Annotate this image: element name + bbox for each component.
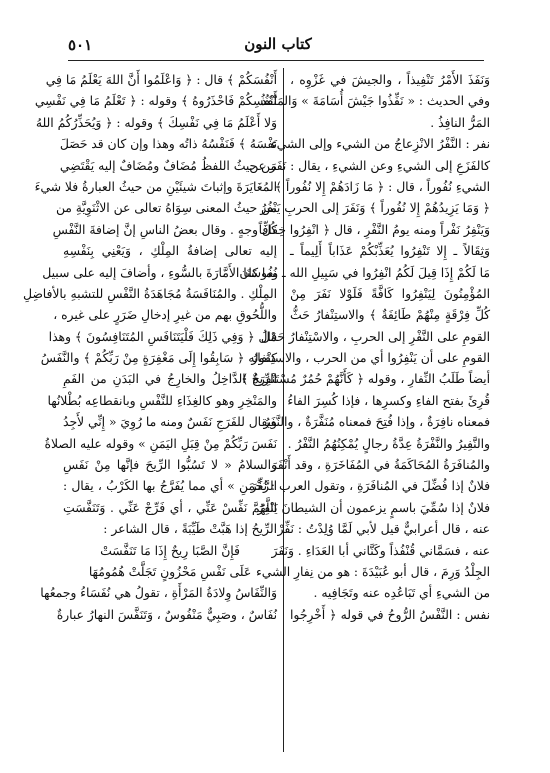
text-line: من الشيءِ أي تَبَاعُدِه عنه وتَجَافِيه .	[313, 586, 490, 601]
text-line: إليه تعالى إضافةُ المِلْكِ ، وَيَعْنِي بِنَفْسِهِ	[63, 244, 277, 259]
text-line: القومِ على أن يَنْفِرُوا أي من الحرب ، والاستِنْفارُ	[251, 351, 490, 366]
running-title: كتاب النون	[244, 35, 312, 53]
text-line: عنه ، قال أعرابيٌّ قيل لأبي لَمَّا وُلِدْتُ : نَفِّرْ	[277, 522, 490, 537]
text-line: قُرِئَ بفتح الفاءِ وكسرِها ، فإذا كُسِرَ الفاءُ	[287, 393, 490, 408]
verse-line: فَإِنَّ الصَّبَا رِيحٌ إِذَا مَا تَنَفَّسَتْ	[100, 543, 240, 558]
text-line: فلانٌ إذا فُضِّلَ في المُنافَرَةِ ، وتقول العرب : نُفِّرَ	[250, 479, 490, 494]
left-column	[23, 70, 277, 760]
text-line: المُغَايَرَةَ وإثباتَ شيئَيْنِ من حيثُ العبارةُ فلا شيءَ	[34, 179, 277, 194]
text-line: والنَّفِيرُ والنَّفْرَةُ عِدَّةُ رجالٍ يُمْكِنُهُمُ النَّفْرُ .	[287, 436, 490, 451]
text-line: الرِّيحُ الدَّاخِلُ والخارِجُ في البَدَنِ من الفَمِ	[63, 372, 277, 387]
text-line: وَيَنْفِرُ نَفْراً ومنه يومُ النَّفْرِ ، قال ﴿ انْفِرُوا خِفَافاً	[258, 222, 490, 237]
text-line: من حيثُ اللفظُ مُضَافٌ ومُضَافٌ إليه يَقْتَضِي	[59, 158, 277, 173]
text-line: كقوله ﴿ سَابِقُوا إِلَى مَغْفِرَةٍ مِنْ رَبِّكُمْ ﴾ والنَّفَسُ	[40, 351, 277, 366]
text-line: مَا لَكُمْ إِذَا قِيلَ لَكُمُ انْفِرُوا في سَبِيلِ الله ـ وما كان	[239, 265, 490, 280]
text-line: والسلامُ « لا تَسُبُّوا الرِّيحَ فإنَّها مِنْ نَفَسِ	[63, 458, 277, 473]
page-number: ٥٠١	[68, 36, 93, 54]
text-line: نُفَاسٌ ، وصَبِيٌّ مَنْفُوسٌ ، وَتَنَفَّسَ النهارُ عبارةٌ	[56, 607, 277, 622]
entry-heading-line: نفس : النَّفْسُ الرُّوحُ في قوله ﴿ أَخْرِجُوا	[290, 607, 490, 622]
text-line: والمَنْخِرِ وهو كالغِذَاءِ للنَّفْسِ وبانقطاعِه بُطْلانُها	[47, 393, 277, 408]
text-line: اللَّهُمَّ نَفِّسْ عَنِّي ، أي فَرِّجْ عَنِّي . وَتَنَفَّسَتِ	[63, 500, 277, 515]
text-line: وَثِقَالاً ـ إِلا تَنْفِرُوا يُعَذِّبْكُمْ عَذَاباً أَلِيماً ـ	[290, 244, 490, 259]
text-line: كُلِّ فِرْقَةٍ مِنْهُمْ طَائِفَةٌ ﴾ والاستِنْفارُ حَثُّ	[290, 308, 490, 323]
text-line: المُؤْمِنُونَ لِيَنْفِرُوا كَافَّةً فَلَوْلا نَفَرَ مِنْ	[290, 286, 490, 301]
verse-line: عَلَى نَفْسِ مَحْزُونٍ تَجَلَّتْ هُمُومُهَا	[88, 564, 252, 579]
page-header	[68, 34, 484, 61]
text-line: فمعناه نافِرَةٌ ، وإذا فُتِحَ فمعناه مُنَفَّرَةٌ ، والنَّفَرُ	[263, 415, 490, 430]
text-line: عنه ، فسَمَّاني قُنْفُذاً وكَنَّاني أبا العَدَاءِ . وَنَفَرَ	[271, 543, 490, 558]
text-line: أَنْفُسَكُمْ ﴾ قال : ﴿ وَاعْلَمُوا أَنَّ اللهَ يَعْلَمُ مَا فِي	[45, 73, 277, 87]
text-line: ويقال للفَرَجِ نَفَسٌ ومنه ما رُوِيَ « إِنِّي لأَجِدُ	[63, 415, 277, 430]
text-line: والمُنافَرَةُ المُحَاكَمَةُ في المُفَاخَرَةِ ، وقد أَنْفَرَ	[270, 458, 490, 473]
text-line: أَنْفُسِكُمْ فَاحْذَرُوهُ ﴾ وقوله : ﴿ تَعْلَمُ مَا فِي نَفْسِي	[34, 94, 277, 109]
text-line: نَفَسَ رَبِّكُمْ مِنْ قِبَلِ اليَمَنِ » وقوله عليه الصلاةُ	[44, 436, 277, 451]
text-line: القومِ على النَّفْرِ إلى الحربِ ، والاسْتِنْفارُ حَمْلُ	[260, 329, 490, 344]
text-line: الشيءِ نُفُوراً ، قال : ﴿ مَا زَادَهُمْ إِلا نُفُوراً ﴾ ـ	[267, 179, 490, 194]
text-line: قال ﴿ وَفِي ذَلِكَ فَلْيَتَنَافَسِ المُتَنَافِسُونَ ﴾ وهذا	[48, 329, 277, 344]
text-line: كُلِّ وجهٍ . وقال بعضُ الناسِ إنَّ إضافةَ النَّفْسِ	[52, 222, 277, 237]
text-line: المِلْكِ . والمُنَافَسَةُ مُجَاهَدَةُ النَّفْسِ للتشبهِ بالأفاضِلِ	[23, 286, 277, 301]
entry-heading-line: نفر : النَّفْرُ الانْزِعاجُ من الشيء وإلى الشيء	[270, 137, 490, 152]
text-line: الرَّحْمَنِ » أي مما يُفَرَّجُ بها الكَرْبُ ، يقال :	[63, 479, 277, 494]
right-column	[239, 70, 490, 760]
text-line: الجِلْدُ وَرِمَ ، قال أبو عُبَيْدَةَ : هو من نِفارِ الشيء	[255, 564, 490, 579]
text-line: ﴿ وَمَا يَزِيدُهُمْ إِلا نُفُوراً ﴾ وَنَفَرَ إلى الحربِ يَنْفُرُ	[260, 201, 490, 216]
text-line: كالفَزَعِ إلى الشيءِ وعن الشيءِ ، يقال : نَفَرَ عن	[249, 158, 490, 173]
text-line: المَرُّ النافِذُ .	[430, 115, 490, 130]
text-line: وَلا أَعْلَمُ مَا فِي نَفْسِكَ ﴾ وقوله : ﴿ وَيُحَذِّرُكُمُ اللهُ	[35, 115, 277, 130]
text-line: وَالنِّفَاسُ وِلادَةُ المَرْأَةِ ، تقولُ هي نُفَسَاءُ وجمعُها	[40, 586, 277, 601]
text-line: نُفُوسَنَا الأَمَّارَةَ بالسُّوءِ ، وأضافَ إليه على سبيل	[42, 265, 277, 280]
text-line: الرِّيحُ إذا هَبَّتْ طَيِّبَةً ، قال الشاعر :	[103, 522, 277, 537]
text-line: نَفْسَهُ ﴾ فَنَفْسُهُ ذاتُه وهذا وإن كان قد حَصَلَ	[59, 137, 277, 152]
text-line: أيضاً طَلَبُ النِّفارِ ، وقوله ﴿ كَأَنَّهُمْ حُمُرٌ مُسْتَنْفِرَةٌ ﴾	[241, 372, 490, 387]
text-line: وفي الحديث : « نَفِّذُوا جَيْشَ أُسَامَةَ » وَالمَنْفَذُ	[260, 94, 490, 109]
text-line: واللُّحُوقِ بهم من غيرِ إدخالِ ضَرَرٍ على غيره ،	[53, 308, 277, 323]
text-line: من حيثُ المعنى سِوَاهُ تعالى عن الاثْنَوِيَّةِ من	[55, 201, 277, 216]
text-line: وَنَفَذَ الأَمْرُ تَنْفِيذاً ، والجيشَ في غَزْوِه ،	[290, 73, 490, 87]
text-line: فلانٌ إذا سُمِّيَ باسمٍ يزعمون أن الشيطانَ يَنْفِرُ	[257, 500, 490, 515]
